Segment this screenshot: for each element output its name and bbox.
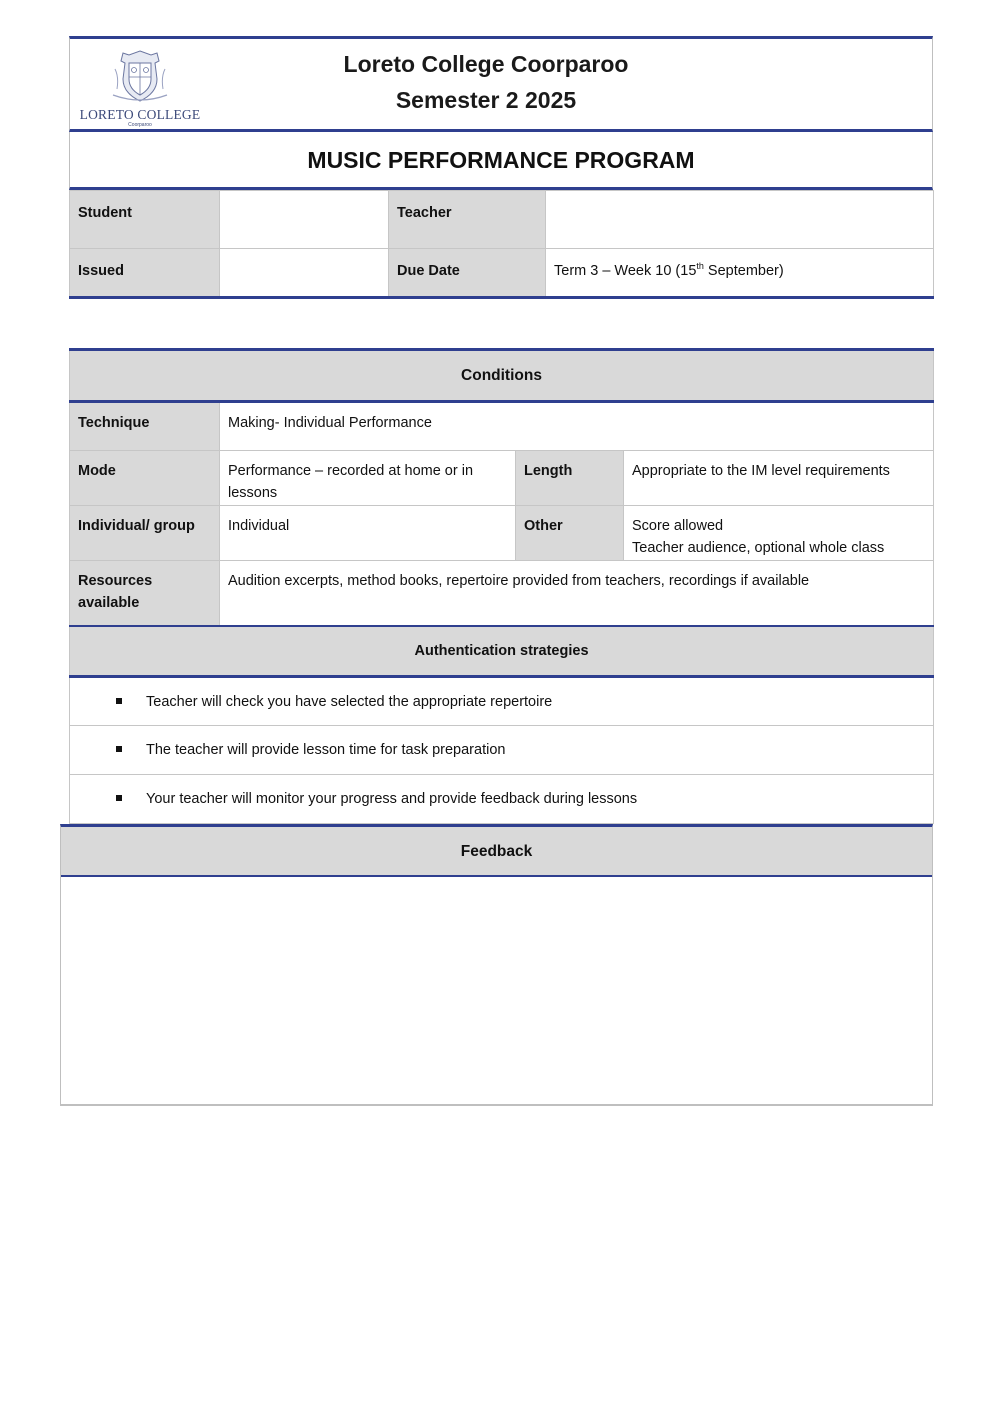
feedback-area[interactable] — [61, 877, 932, 1104]
authentication-item — [70, 677, 934, 726]
bullet-icon — [116, 698, 122, 704]
mode-value: Performance – recorded at home or in lessons — [220, 451, 516, 506]
issued-field[interactable] — [220, 249, 389, 298]
due-date-label: Due Date — [389, 249, 546, 298]
teacher-label: Teacher — [389, 191, 546, 249]
mode-label: Mode — [70, 451, 220, 506]
issued-label: Issued — [70, 249, 220, 298]
logo-wordmark: LORETO COLLEGE — [79, 107, 201, 122]
teacher-field[interactable] — [546, 191, 934, 249]
individual-group-value: Individual — [220, 506, 516, 561]
authentication-item — [70, 726, 934, 775]
bullet-icon — [116, 746, 122, 752]
student-info-table — [69, 190, 934, 299]
authentication-item-text: Your teacher will monitor your progress and provide feedback during lessons — [146, 791, 638, 807]
feedback-section — [60, 824, 933, 1106]
due-date-text: Term 3 – Week 10 (15 — [554, 263, 697, 279]
bullet-icon — [116, 795, 122, 801]
authentication-item — [70, 775, 934, 824]
technique-value: Making- Individual Performance — [220, 402, 934, 451]
document-header — [69, 36, 933, 132]
other-value — [624, 506, 934, 561]
other-value-line: Teacher audience, optional whole class — [632, 540, 885, 556]
other-value-line: Score allowed — [632, 518, 724, 534]
logo-subtitle: Coorparoo — [128, 122, 152, 128]
student-field[interactable] — [220, 191, 389, 249]
authentication-heading: Authentication strategies — [70, 626, 934, 677]
semester-label: Semester 2 2025 — [395, 87, 577, 113]
feedback-heading: Feedback — [61, 827, 932, 877]
due-date-ordinal: th — [696, 261, 704, 272]
due-date-month: September) — [703, 263, 784, 279]
technique-label: Technique — [70, 402, 220, 451]
length-label: Length — [516, 451, 624, 506]
length-value: Appropriate to the IM level requirements — [624, 451, 934, 506]
conditions-table — [69, 348, 934, 824]
authentication-item-text: Teacher will check you have selected the appropriate repertoire — [146, 693, 553, 710]
page-title: MUSIC PERFORMANCE PROGRAM — [69, 132, 933, 190]
conditions-heading: Conditions — [70, 350, 934, 402]
individual-group-label: Individual/ group — [70, 506, 220, 561]
resources-value: Audition excerpts, method books, repertoire provided from teachers, recordings if available — [220, 561, 934, 626]
authentication-item-text: The teacher will provide lesson time for task preparation — [146, 742, 506, 758]
school-name: Loreto College Coorparoo — [343, 51, 629, 77]
resources-label: Resources available — [70, 561, 220, 626]
due-date-value — [546, 249, 934, 298]
other-label: Other — [516, 506, 624, 561]
student-label: Student — [70, 191, 220, 249]
